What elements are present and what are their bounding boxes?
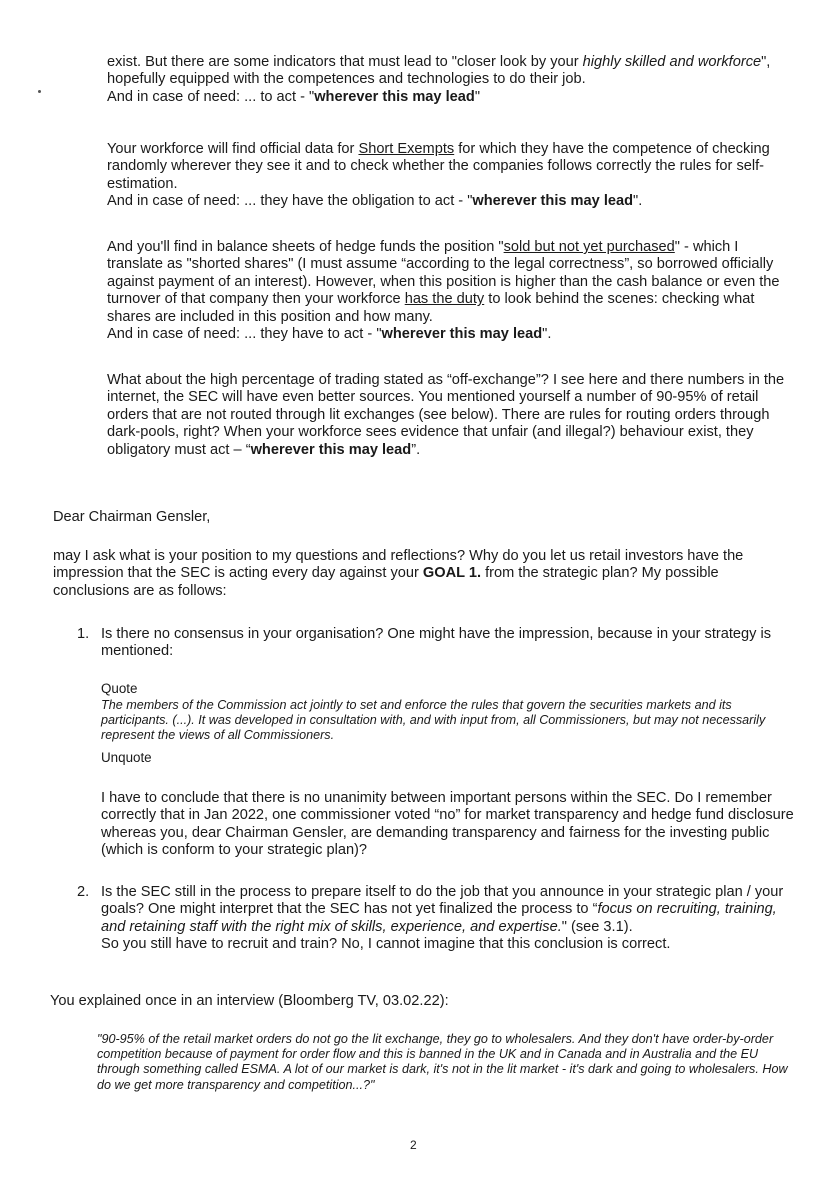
- page-number: 2: [410, 1138, 417, 1152]
- salutation: Dear Chairman Gensler,: [53, 509, 211, 525]
- interview-quote: "90-95% of the retail market orders do not go the lit exchange, they go to wholesalers. And they don't have order-by-order competition because of payment for order flow and this is banned in the UK and in Canada and in Australia and the EU through something called ESMA. A lot of our market is dark, it's not in the lit market - it's dark and going to wholesalers. How do we get more transparency and competition...?": [97, 1032, 788, 1092]
- scan-speck: [38, 90, 41, 93]
- interview-intro: You explained once in an interview (Bloomberg TV, 03.02.22):: [50, 993, 449, 1009]
- paragraph-short-exempts: Your workforce will find official data for Short Exempts for which they have the competence of checking randomly wherever they see it and to check whether the companies follows correctly the rules for self-estimation. And in case of need: ... they have the obligation to act - "wherever this may lead".: [107, 141, 770, 210]
- quote-close: Unquote: [101, 750, 152, 765]
- paragraph-balance-sheets: And you'll find in balance sheets of hedge funds the position "sold but not yet purchased" - which I translate as "shorted shares" (I must assume “according to the legal correctness”, so borrowed officially against payment of an interest). However, when this position is higher than the cash balance or even the turnover of that company then your workforce has the duty to look behind the scenes: checking what shares are included in this position and how many. And in case of need: ... they have to act - "wherever this may lead".: [107, 239, 780, 343]
- item1-conclusion: I have to conclude that there is no unanimity between important persons within the SEC. Do I remember correctly that in Jan 2022, one commissioner voted “no” for market transparency and hedge fund disclosure whereas you, dear Chairman Gensler, are demanding transparency and fairness for the investing public (which is conform to your strategic plan)?: [101, 790, 794, 859]
- paragraph-indicators: exist. But there are some indicators that must lead to "closer look by your highly skilled and workforce", hopefully equipped with the competences and technologies to do their job. And in case of need: ... to act - "wherever this may lead": [107, 54, 771, 105]
- short-exempts-link-text: Short Exempts: [358, 141, 455, 157]
- quote-open: Quote: [101, 681, 138, 696]
- list-number-1: 1.: [77, 626, 90, 642]
- quote-text: The members of the Commission act jointly to set and enforce the rules that govern the securities markets and its participants. (...). It was developed in consultation with, and with input from, all Commissioners, but may not necessarily represent the views of all Commissioners.: [101, 698, 766, 743]
- paragraph-position-question: may I ask what is your position to my questions and reflections? Why do you let us retail investors have the impression that the SEC is acting every day against your GOAL 1. from the strategic plan? My possible conclusions are as follows:: [53, 548, 744, 599]
- paragraph-off-exchange: What about the high percentage of trading stated as “off-exchange”? I see here and there numbers in the internet, the SEC will have even better sources. You mentioned yourself a number of 90-95% of retail orders that are not routed through lit exchanges (see below). There are rules for routing orders through dark-pools, right? When your workforce sees evidence that unfair (and illegal?) behaviour exist, they obligatory must act – “wherever this may lead”.: [107, 372, 785, 458]
- item1-text: Is there no consensus in your organisation? One might have the impression, because in your strategy is mentioned:: [101, 626, 772, 660]
- item2-text: Is the SEC still in the process to prepare itself to do the job that you announce in your strategic plan / your goals? One might interpret that the SEC has not yet finalized the process to “focus on recruiting, training, and retaining staff with the right mix of skills, experience, and expertise." (see 3.1). So you still have to recruit and train? No, I cannot imagine that this conclusion is correct.: [101, 884, 784, 953]
- list-number-2: 2.: [77, 884, 90, 900]
